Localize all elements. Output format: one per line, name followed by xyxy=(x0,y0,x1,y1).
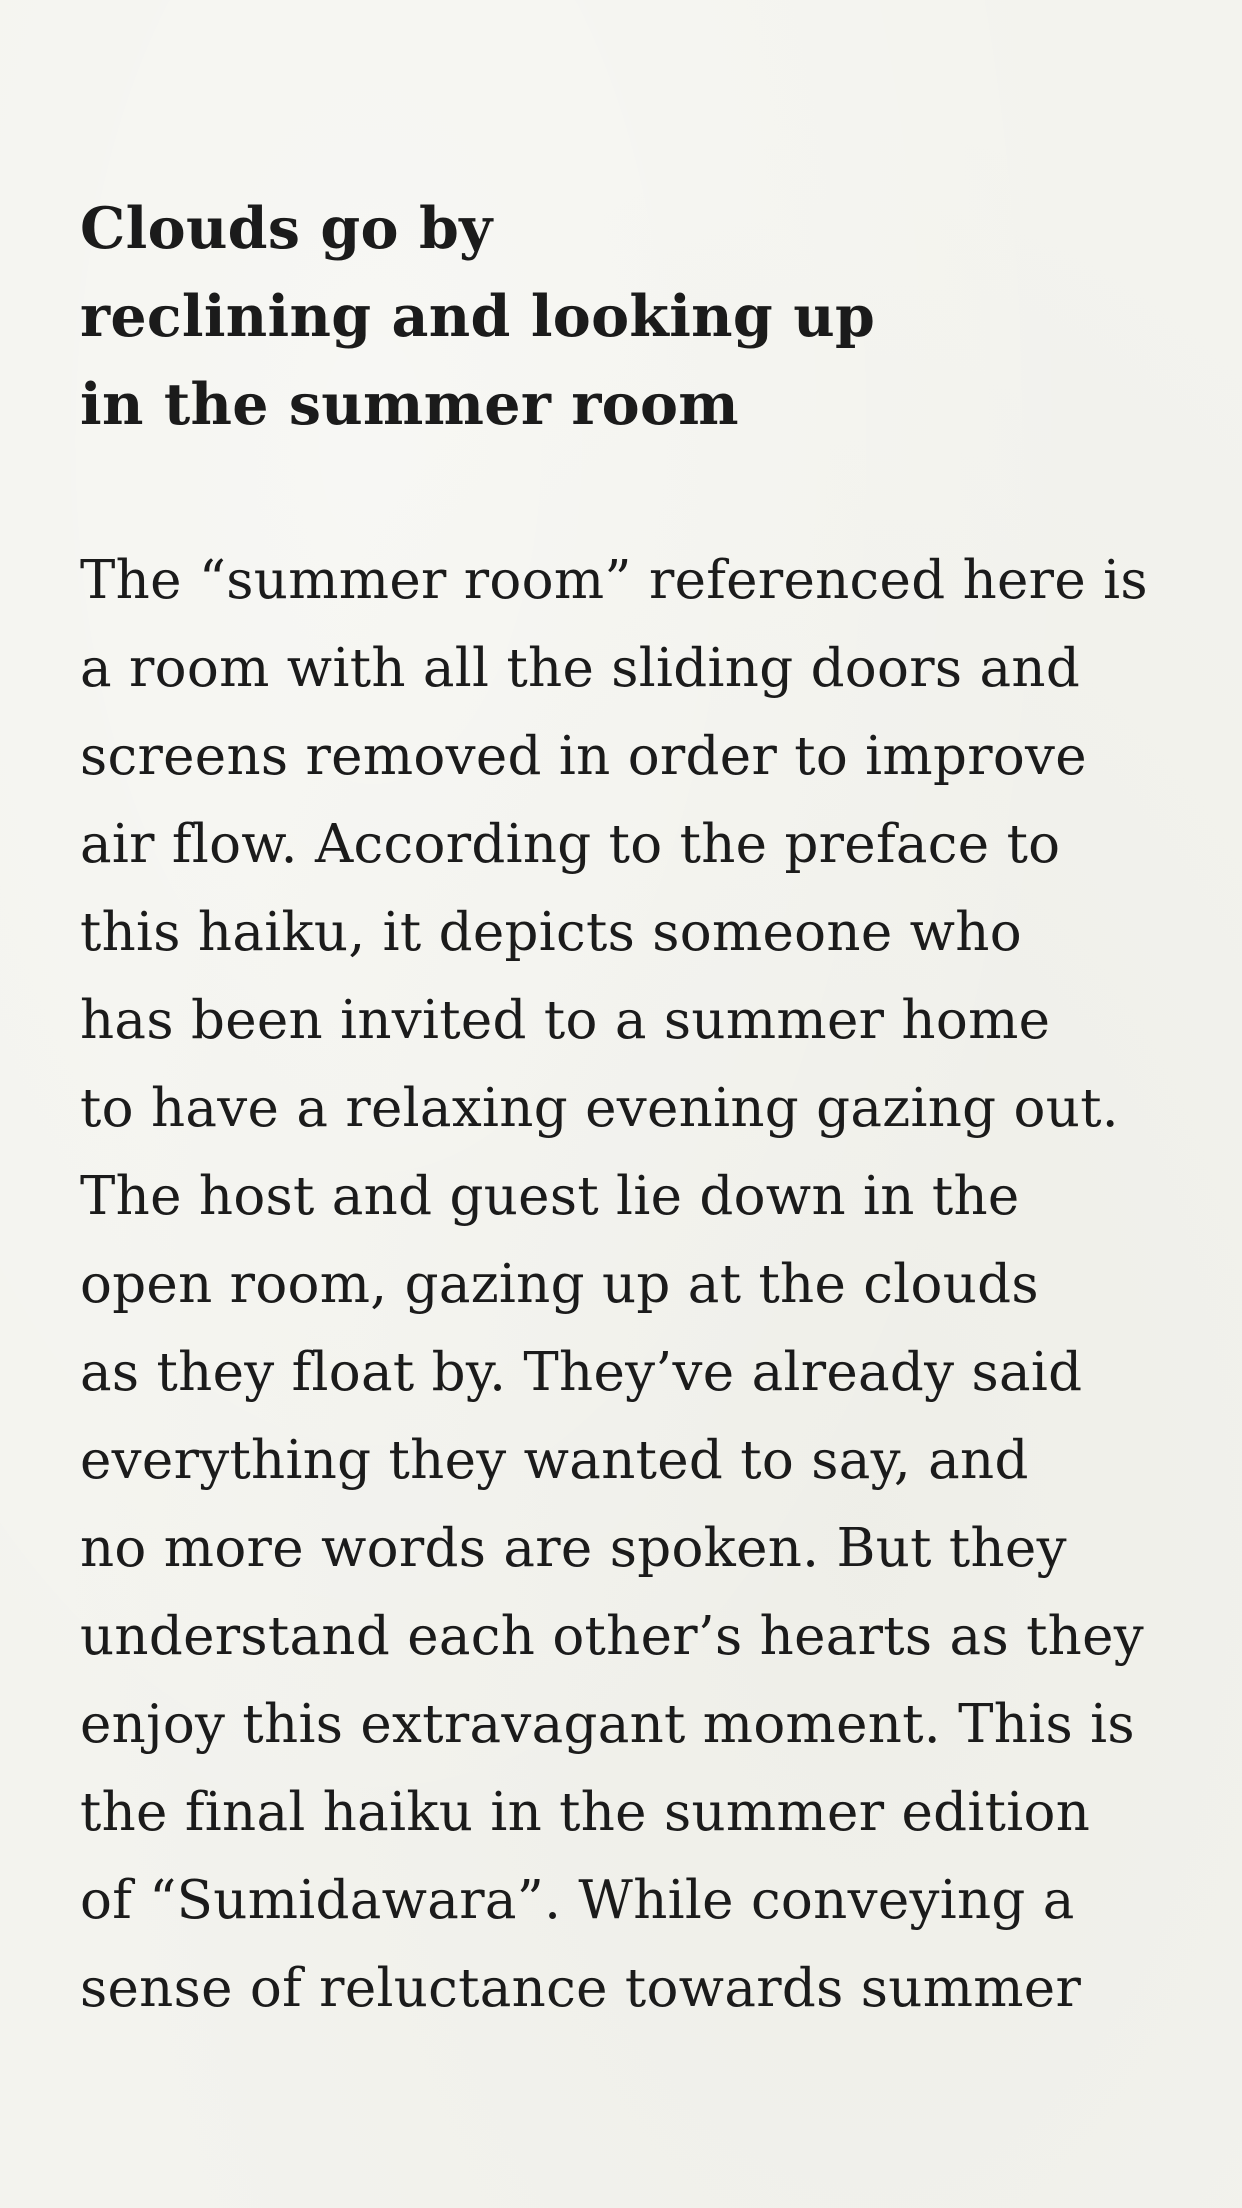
commentary-line: no more words are spoken. But they xyxy=(80,1518,1067,1579)
haiku-title xyxy=(80,185,1180,449)
haiku-line: in the summer room xyxy=(80,371,739,438)
commentary-line: screens removed in order to improve xyxy=(80,726,1087,787)
commentary-line: open room, gazing up at the clouds xyxy=(80,1254,1039,1315)
commentary-line: of “Sumidawara”. While conveying a xyxy=(80,1870,1075,1931)
commentary-line: the final haiku in the summer edition xyxy=(80,1782,1091,1843)
commentary-line: understand each other’s hearts as they xyxy=(80,1606,1145,1667)
commentary-line: everything they wanted to say, and xyxy=(80,1430,1029,1491)
haiku-line: reclining and looking up xyxy=(80,283,876,350)
commentary-line: to have a relaxing evening gazing out. xyxy=(80,1078,1119,1139)
commentary-line: has been invited to a summer home xyxy=(80,990,1051,1051)
commentary-line: as they float by. They’ve already said xyxy=(80,1342,1083,1403)
commentary-line: The “summer room” referenced here is xyxy=(80,550,1148,611)
commentary-line: The host and guest lie down in the xyxy=(80,1166,1020,1227)
commentary-paragraph xyxy=(80,537,1200,2033)
commentary-line: enjoy this extravagant moment. This is xyxy=(80,1694,1135,1755)
commentary-line: air flow. According to the preface to xyxy=(80,814,1061,875)
haiku-line: Clouds go by xyxy=(80,195,493,262)
commentary-line: sense of reluctance towards summer xyxy=(80,1958,1082,2019)
commentary-line: this haiku, it depicts someone who xyxy=(80,902,1022,963)
commentary-line: a room with all the sliding doors and xyxy=(80,638,1081,699)
